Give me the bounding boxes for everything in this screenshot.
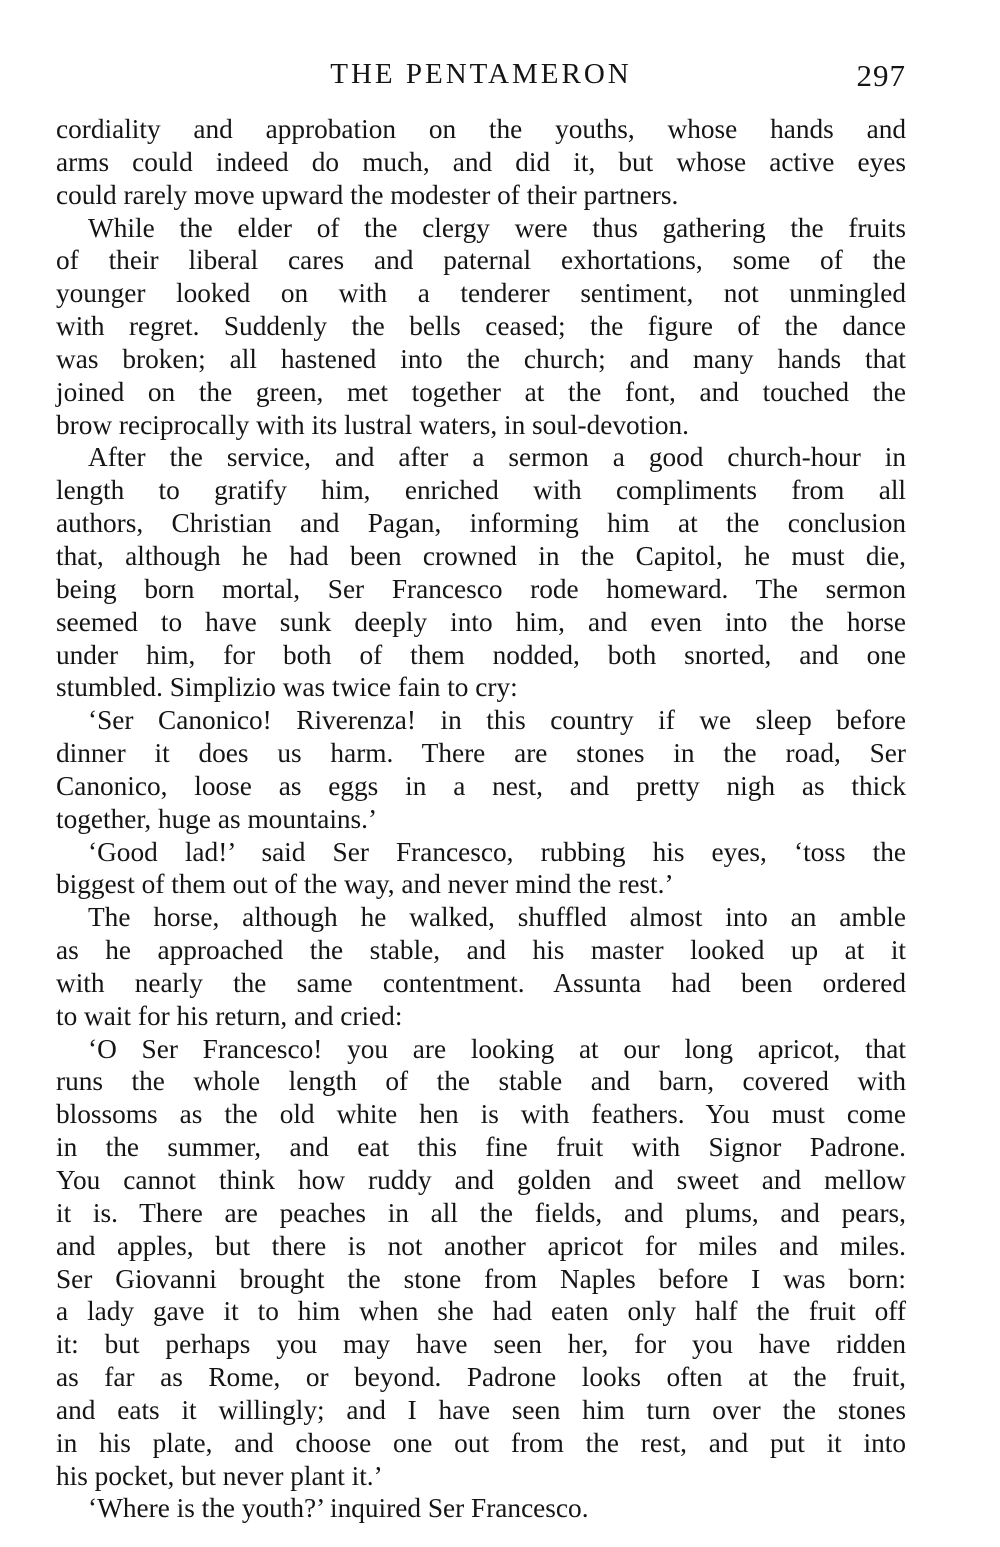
text-line: as he approached the stable, and his master looked up at it: [56, 935, 906, 966]
text-line: ‘O Ser Francesco! you are looking at our long apricot, that: [88, 1033, 906, 1064]
text-line: length to gratify him, enriched with compliments from all: [56, 475, 906, 506]
text-line: ‘Good lad!’ said Ser Francesco, rubbing his eyes, ‘toss the: [88, 836, 906, 867]
text-line: After the service, and after a sermon a good church-hour in: [88, 442, 906, 473]
text-line: cordiality and approbation on the youths, whose hands and: [56, 114, 906, 144]
text-line: runs the whole length of the stable and barn, covered with: [56, 1066, 906, 1097]
paragraph: [56, 113, 906, 212]
text-line: could rarely move upward the modester of their partners.: [56, 179, 679, 210]
text-line: it: but perhaps you may have seen her, for you have ridden: [56, 1329, 906, 1360]
body-text: [56, 113, 906, 1525]
text-line: of their liberal cares and paternal exhortations, some of the: [56, 245, 906, 276]
text-line: seemed to have sunk deeply into him, and even into the horse: [56, 606, 906, 637]
text-line: to wait for his return, and cried:: [56, 1000, 403, 1031]
text-line: authors, Christian and Pagan, informing him at the conclusion: [56, 508, 906, 539]
text-line: was broken; all hastened into the church; and many hands that: [56, 343, 906, 374]
paragraph: [56, 836, 906, 902]
text-line: ‘Where is the youth?’ inquired Ser Francesco.: [88, 1493, 589, 1524]
text-line: being born mortal, Ser Francesco rode homeward. The sermon: [56, 573, 906, 604]
text-line: together, huge as mountains.’: [56, 803, 378, 834]
paragraph: [56, 441, 906, 704]
text-line: as far as Rome, or beyond. Padrone looks often at the fruit,: [56, 1362, 906, 1393]
text-line: blossoms as the old white hen is with feathers. You must come: [56, 1099, 906, 1130]
text-line: a lady gave it to him when she had eaten only half the fruit off: [56, 1296, 906, 1327]
running-head: [56, 56, 906, 96]
text-line: arms could indeed do much, and did it, but whose active eyes: [56, 146, 906, 177]
paragraph: [56, 901, 906, 1032]
text-line: Ser Giovanni brought the stone from Naples before I was born:: [56, 1263, 906, 1294]
text-line: Canonico, loose as eggs in a nest, and pretty nigh as thick: [56, 770, 906, 801]
text-line: brow reciprocally with its lustral waters, in soul-devotion.: [56, 409, 689, 440]
text-line: While the elder of the clergy were thus gathering the fruits: [88, 212, 906, 243]
text-line: under him, for both of them nodded, both snorted, and one: [56, 639, 906, 670]
text-line: in his plate, and choose one out from the rest, and put it into: [56, 1427, 906, 1458]
text-line: and apples, but there is not another apricot for miles and miles.: [56, 1230, 906, 1261]
text-line: younger looked on with a tenderer sentiment, not unmingled: [56, 278, 906, 309]
text-line: that, although he had been crowned in the Capitol, he must die,: [56, 540, 906, 571]
text-line: biggest of them out of the way, and never mind the rest.’: [56, 869, 674, 900]
text-line: and eats it willingly; and I have seen him turn over the stones: [56, 1394, 906, 1425]
paragraph: [56, 212, 906, 442]
text-line: You cannot think how ruddy and golden and sweet and mellow: [56, 1165, 906, 1195]
text-line: his pocket, but never plant it.’: [56, 1460, 383, 1491]
text-line: in the summer, and eat this fine fruit with Signor Padrone.: [56, 1132, 906, 1163]
text-line: dinner it does us harm. There are stones in the road, Ser: [56, 738, 906, 769]
text-line: with nearly the same contentment. Assunta had been ordered: [56, 967, 906, 998]
text-line: The horse, although he walked, shuffled almost into an amble: [88, 902, 906, 933]
paragraph: [56, 1492, 906, 1525]
running-title: THE PENTAMERON: [330, 58, 632, 90]
paragraph: [56, 1033, 906, 1493]
text-line: with regret. Suddenly the bells ceased; the figure of the dance: [56, 311, 906, 342]
text-line: it is. There are peaches in all the fields, and plums, and pears,: [56, 1197, 906, 1228]
page-number: 297: [856, 58, 906, 93]
text-line: ‘Ser Canonico! Riverenza! in this country if we sleep before: [88, 705, 906, 736]
paragraph: [56, 704, 906, 835]
text-line: joined on the green, met together at the font, and touched the: [56, 376, 906, 407]
text-line: stumbled. Simplizio was twice fain to cry:: [56, 672, 518, 703]
